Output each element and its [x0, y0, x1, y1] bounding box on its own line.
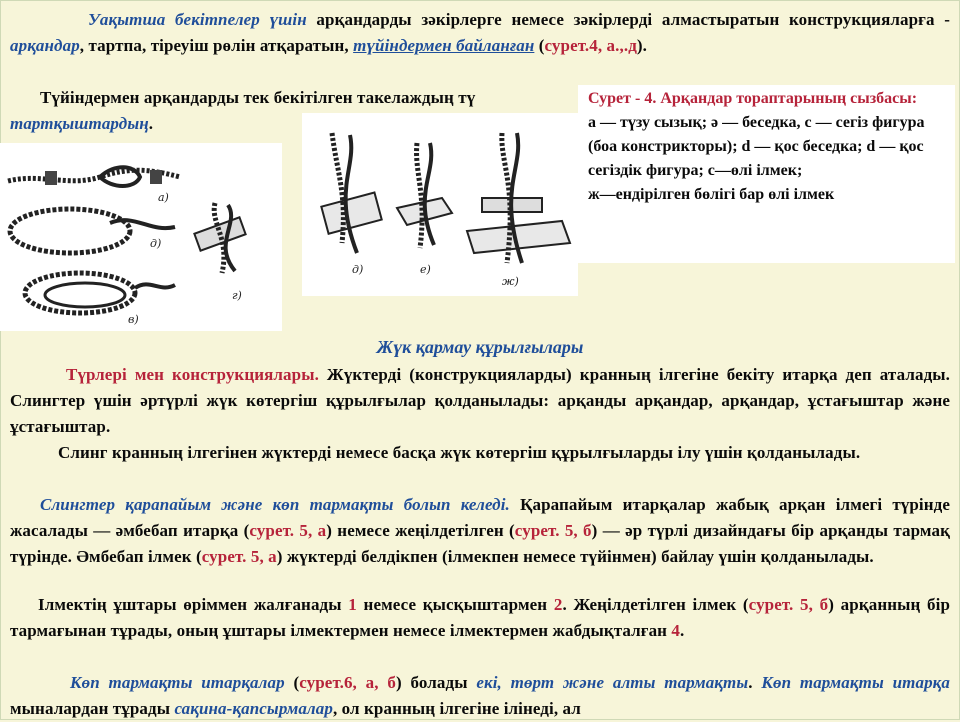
knot-figure-right: [302, 113, 578, 296]
knot-figure-left: [0, 143, 282, 331]
fig-label-g: г): [232, 289, 242, 302]
intro-paragraph-1: Уақытша бекітпелер үшін арқандарды зәкірлерге немесе зәкірлерді алмастыратын конструкцияларға - арқандар, тартпа, тіреуіш рөлін атқаратын, түйіндермен байланған (сурет.4, а.,.д).: [10, 10, 950, 55]
fig-label-v: в): [128, 313, 139, 326]
intro-term-ropes: арқандар: [10, 36, 80, 55]
caption-title: Сурет - 4. Арқандар тораптарының сызбасы:: [588, 90, 918, 107]
intro-term-knots: түйіндермен байланған: [353, 36, 535, 55]
section-paragraph-1: Түрлері мен конструкциялары. Жүктерді (конструкцияларды) кранның ілгегіне бекіту итарқа деп аталады. Слингтер үшін әртүрлі жүк көтергіш құрылғылар қолданылады: арқанды арқандар, арқандар, ұстағыштар және ұстағыштар.: [10, 365, 950, 436]
caption-line-1: а — түзу сызық; ә — беседка, с — сегіз фигура (боа констрикторы); d — қос беседка; d — қос сегіздік фигура; с—өлі ілмек;: [588, 114, 925, 179]
multi-branch-term: Көп тармақты итарқалар: [70, 673, 285, 692]
section-paragraph-4: Ілмектің ұштары өріммен жалғанады 1 немесе қысқыштармен 2. Жеңілдетілген ілмек (сурет. 5, б) арқанның бір тармағынан тұрады, оның ұштары ілмектермен немесе ілмектермен жабдықталған 4.: [10, 595, 951, 640]
knot-drawing-left: [0, 143, 282, 331]
fig-label-d: д): [150, 237, 162, 250]
intro-term: Уақытша бекітпелер үшін: [88, 10, 307, 29]
intro-term-pullers: тартқыштардың: [10, 114, 149, 133]
section-paragraph-5: Көп тармақты итарқалар (сурет.6, а, б) болады екі, төрт және алты тармақты. Көп тармақты итарқа мыналардан тұрады сақина-қапсырмалар, ол кранның ілгегіне ілінеді, ал: [10, 673, 950, 718]
intro-paragraph-2: Түйіндермен арқандарды тек бекітілген такелаждың тү тартқыштардың.: [10, 88, 476, 133]
section-paragraph-2: Слинг кранның ілгегінен жүктерді немесе басқа жүк көтергіш құрылғыларды ілу үшін қолданылады.: [58, 443, 861, 462]
section-paragraph-3: Слингтер қарапайым және көп тармақты болып келеді. Қарапайым итарқалар жабық арқан ілмегі түрінде жасалады — әмбебап итарқа (сурет. 5, а) немесе жеңілдетілген (сурет. 5, б) — әр түрлі дизайндағы бір арқанды тармақ түрінде. Әмбебап ілмек (сурет. 5, а) жүктерді белдікпен (ілмекпен немесе түйінмен) байлау үшін қолданылады.: [10, 495, 950, 566]
fig-label-d2: д): [352, 263, 364, 276]
fig-label-e: е): [420, 263, 431, 276]
types-term: Түрлері мен конструкциялары.: [66, 365, 319, 384]
figure-ref: сурет.4, а.,.д: [544, 36, 637, 55]
fig-label-zh: ж): [502, 275, 519, 288]
fig-label-a: а): [158, 191, 169, 204]
knot-drawing-right: [302, 113, 578, 296]
slings-term: Слингтер қарапайым және көп тармақты болып келеді.: [40, 495, 510, 514]
figure-caption: [578, 85, 955, 263]
section-heading: Жүк қармау құрылғылары: [376, 337, 584, 357]
caption-line-2: ж—ендірілген бөлігі бар өлі ілмек: [588, 186, 835, 203]
